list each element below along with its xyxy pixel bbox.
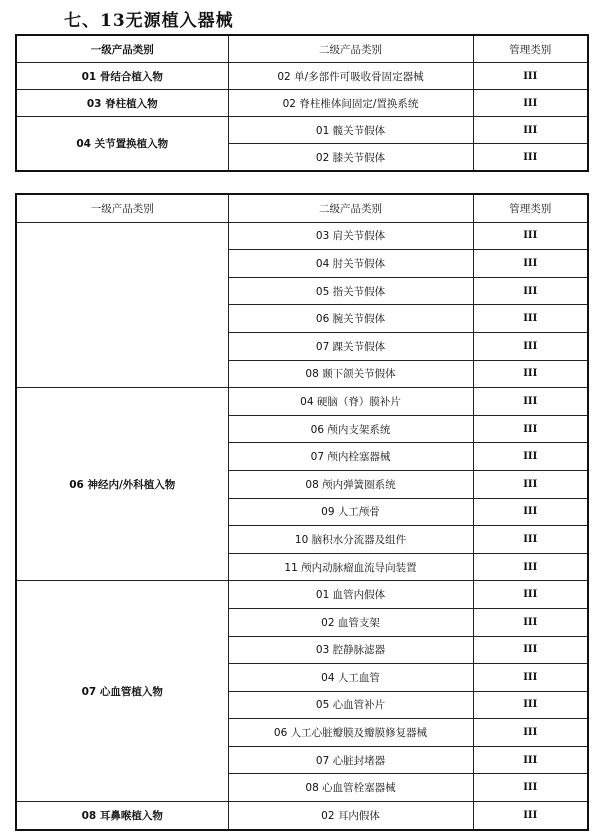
management-class-cell: III [473,498,588,526]
level2-category-cell: 07 颅内栓塞器械 [228,443,473,471]
level2-category-cell: 02 膝关节假体 [228,144,473,172]
level2-category-cell: 01 血管内假体 [228,581,473,609]
level2-category-cell: 05 指关节假体 [228,277,473,305]
level2-category-cell: 02 耳内假体 [228,802,473,830]
level1-category-cell: 07 心血管植入物 [16,581,228,802]
table-row [16,388,588,416]
header-level1: 一级产品类别 [16,194,228,222]
level2-category-cell: 08 颅内弹簧圈系统 [228,470,473,498]
level2-category-cell: 06 人工心脏瓣膜及瓣膜修复器械 [228,719,473,747]
level1-category-cell: 08 耳鼻喉植入物 [16,802,228,830]
level2-category-cell: 11 颅内动脉瘤血流导向装置 [228,553,473,581]
header-level2: 二级产品类别 [228,35,473,63]
level1-category-cell: 01 骨结合植入物 [16,63,228,90]
table-row [16,581,588,609]
management-class-cell: III [473,388,588,416]
management-class-cell: III [473,636,588,664]
level2-category-cell: 04 肘关节假体 [228,250,473,278]
table-row [16,117,588,144]
header-level2: 二级产品类别 [228,194,473,222]
table-header-row [16,194,588,222]
table-row [16,802,588,830]
level1-category-cell: 03 脊柱植入物 [16,90,228,117]
product-classification-table-1 [15,34,589,172]
management-class-cell: III [473,63,588,90]
level2-category-cell: 02 血管支架 [228,608,473,636]
management-class-cell: III [473,470,588,498]
level2-category-cell: 06 腕关节假体 [228,305,473,333]
table-row [16,90,588,117]
management-class-cell: III [473,222,588,250]
management-class-cell: III [473,360,588,388]
level2-category-cell: 07 踝关节假体 [228,332,473,360]
table-row [16,222,588,250]
management-class-cell: III [473,305,588,333]
management-class-cell: III [473,553,588,581]
management-class-cell: III [473,117,588,144]
management-class-cell: III [473,277,588,305]
section-heading: 七、13无源植入器械 [64,11,234,31]
management-class-cell: III [473,802,588,830]
level1-category-cell: 06 神经内/外科植入物 [16,388,228,581]
level2-category-cell: 07 心脏封堵器 [228,746,473,774]
table-header-row [16,35,588,63]
management-class-cell: III [473,746,588,774]
level2-category-cell: 01 髋关节假体 [228,117,473,144]
level2-category-cell: 08 心血管栓塞器械 [228,774,473,802]
management-class-cell: III [473,332,588,360]
table-row [16,63,588,90]
level2-category-cell: 03 腔静脉滤器 [228,636,473,664]
level1-category-cell: 04 关节置换植入物 [16,117,228,172]
header-class: 管理类别 [473,194,588,222]
level2-category-cell: 02 单/多部件可吸收骨固定器械 [228,63,473,90]
product-classification-table-2 [15,193,589,831]
level1-category-cell [16,222,228,388]
management-class-cell: III [473,526,588,554]
management-class-cell: III [473,664,588,692]
level2-category-cell: 03 肩关节假体 [228,222,473,250]
level2-category-cell: 10 脑积水分流器及组件 [228,526,473,554]
management-class-cell: III [473,581,588,609]
management-class-cell: III [473,415,588,443]
header-class: 管理类别 [473,35,588,63]
header-level1: 一级产品类别 [16,35,228,63]
level2-category-cell: 02 脊柱椎体间固定/置换系统 [228,90,473,117]
level2-category-cell: 04 硬脑（脊）膜补片 [228,388,473,416]
management-class-cell: III [473,719,588,747]
level2-category-cell: 04 人工血管 [228,664,473,692]
management-class-cell: III [473,608,588,636]
management-class-cell: III [473,250,588,278]
management-class-cell: III [473,90,588,117]
level2-category-cell: 05 心血管补片 [228,691,473,719]
level2-category-cell: 08 颞下颌关节假体 [228,360,473,388]
management-class-cell: III [473,443,588,471]
management-class-cell: III [473,691,588,719]
management-class-cell: III [473,774,588,802]
management-class-cell: III [473,144,588,172]
level2-category-cell: 09 人工颅骨 [228,498,473,526]
level2-category-cell: 06 颅内支架系统 [228,415,473,443]
